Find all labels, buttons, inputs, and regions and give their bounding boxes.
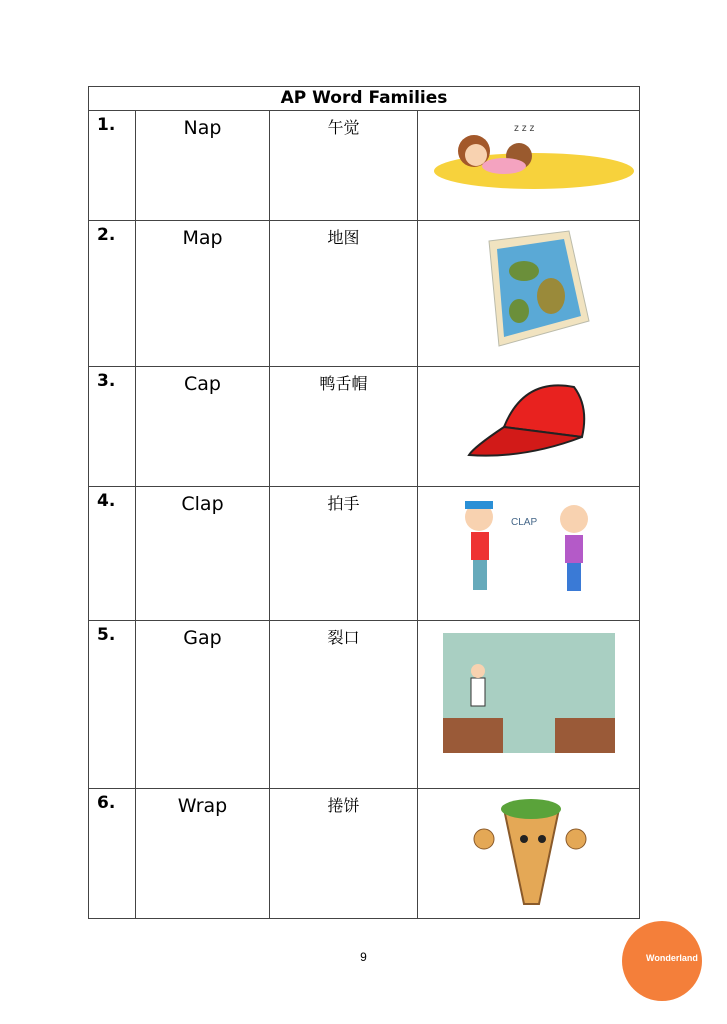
- table-row: [89, 111, 640, 221]
- table-title: AP Word Families: [89, 87, 640, 111]
- english-word: Gap: [136, 621, 270, 789]
- sleeping-child-image: [418, 111, 640, 221]
- chinese-word: 午觉: [270, 111, 418, 221]
- word-families-table: [88, 86, 640, 919]
- chinese-word: 捲饼: [270, 789, 418, 919]
- svg-text:CLAP: CLAP: [510, 517, 537, 528]
- world-map-image: [418, 221, 640, 367]
- chinese-word: 裂口: [270, 621, 418, 789]
- row-number: 3.: [89, 367, 136, 487]
- english-word: Clap: [136, 487, 270, 621]
- burrito-wrap-image: [418, 789, 640, 919]
- table-row: [89, 221, 640, 367]
- row-number: 5.: [89, 621, 136, 789]
- chinese-word: 拍手: [270, 487, 418, 621]
- red-cap-image: [418, 367, 640, 487]
- english-word: Wrap: [136, 789, 270, 919]
- wonderland-logo: [622, 921, 702, 1001]
- row-number: 4.: [89, 487, 136, 621]
- clapping-kids-image: [418, 487, 640, 621]
- table-row: [89, 367, 640, 487]
- chinese-word: 地图: [270, 221, 418, 367]
- table-row: [89, 621, 640, 789]
- row-number: 2.: [89, 221, 136, 367]
- table-row: [89, 789, 640, 919]
- table-row: [89, 487, 640, 621]
- row-number: 6.: [89, 789, 136, 919]
- row-number: 1.: [89, 111, 136, 221]
- english-word: Cap: [136, 367, 270, 487]
- chinese-word: 鸭舌帽: [270, 367, 418, 487]
- english-word: Map: [136, 221, 270, 367]
- svg-text:z z z: z z z: [513, 123, 535, 134]
- english-word: Nap: [136, 111, 270, 221]
- cliff-gap-image: [418, 621, 640, 789]
- page-number: 9: [360, 950, 367, 964]
- logo-text: Wonderland: [646, 953, 698, 963]
